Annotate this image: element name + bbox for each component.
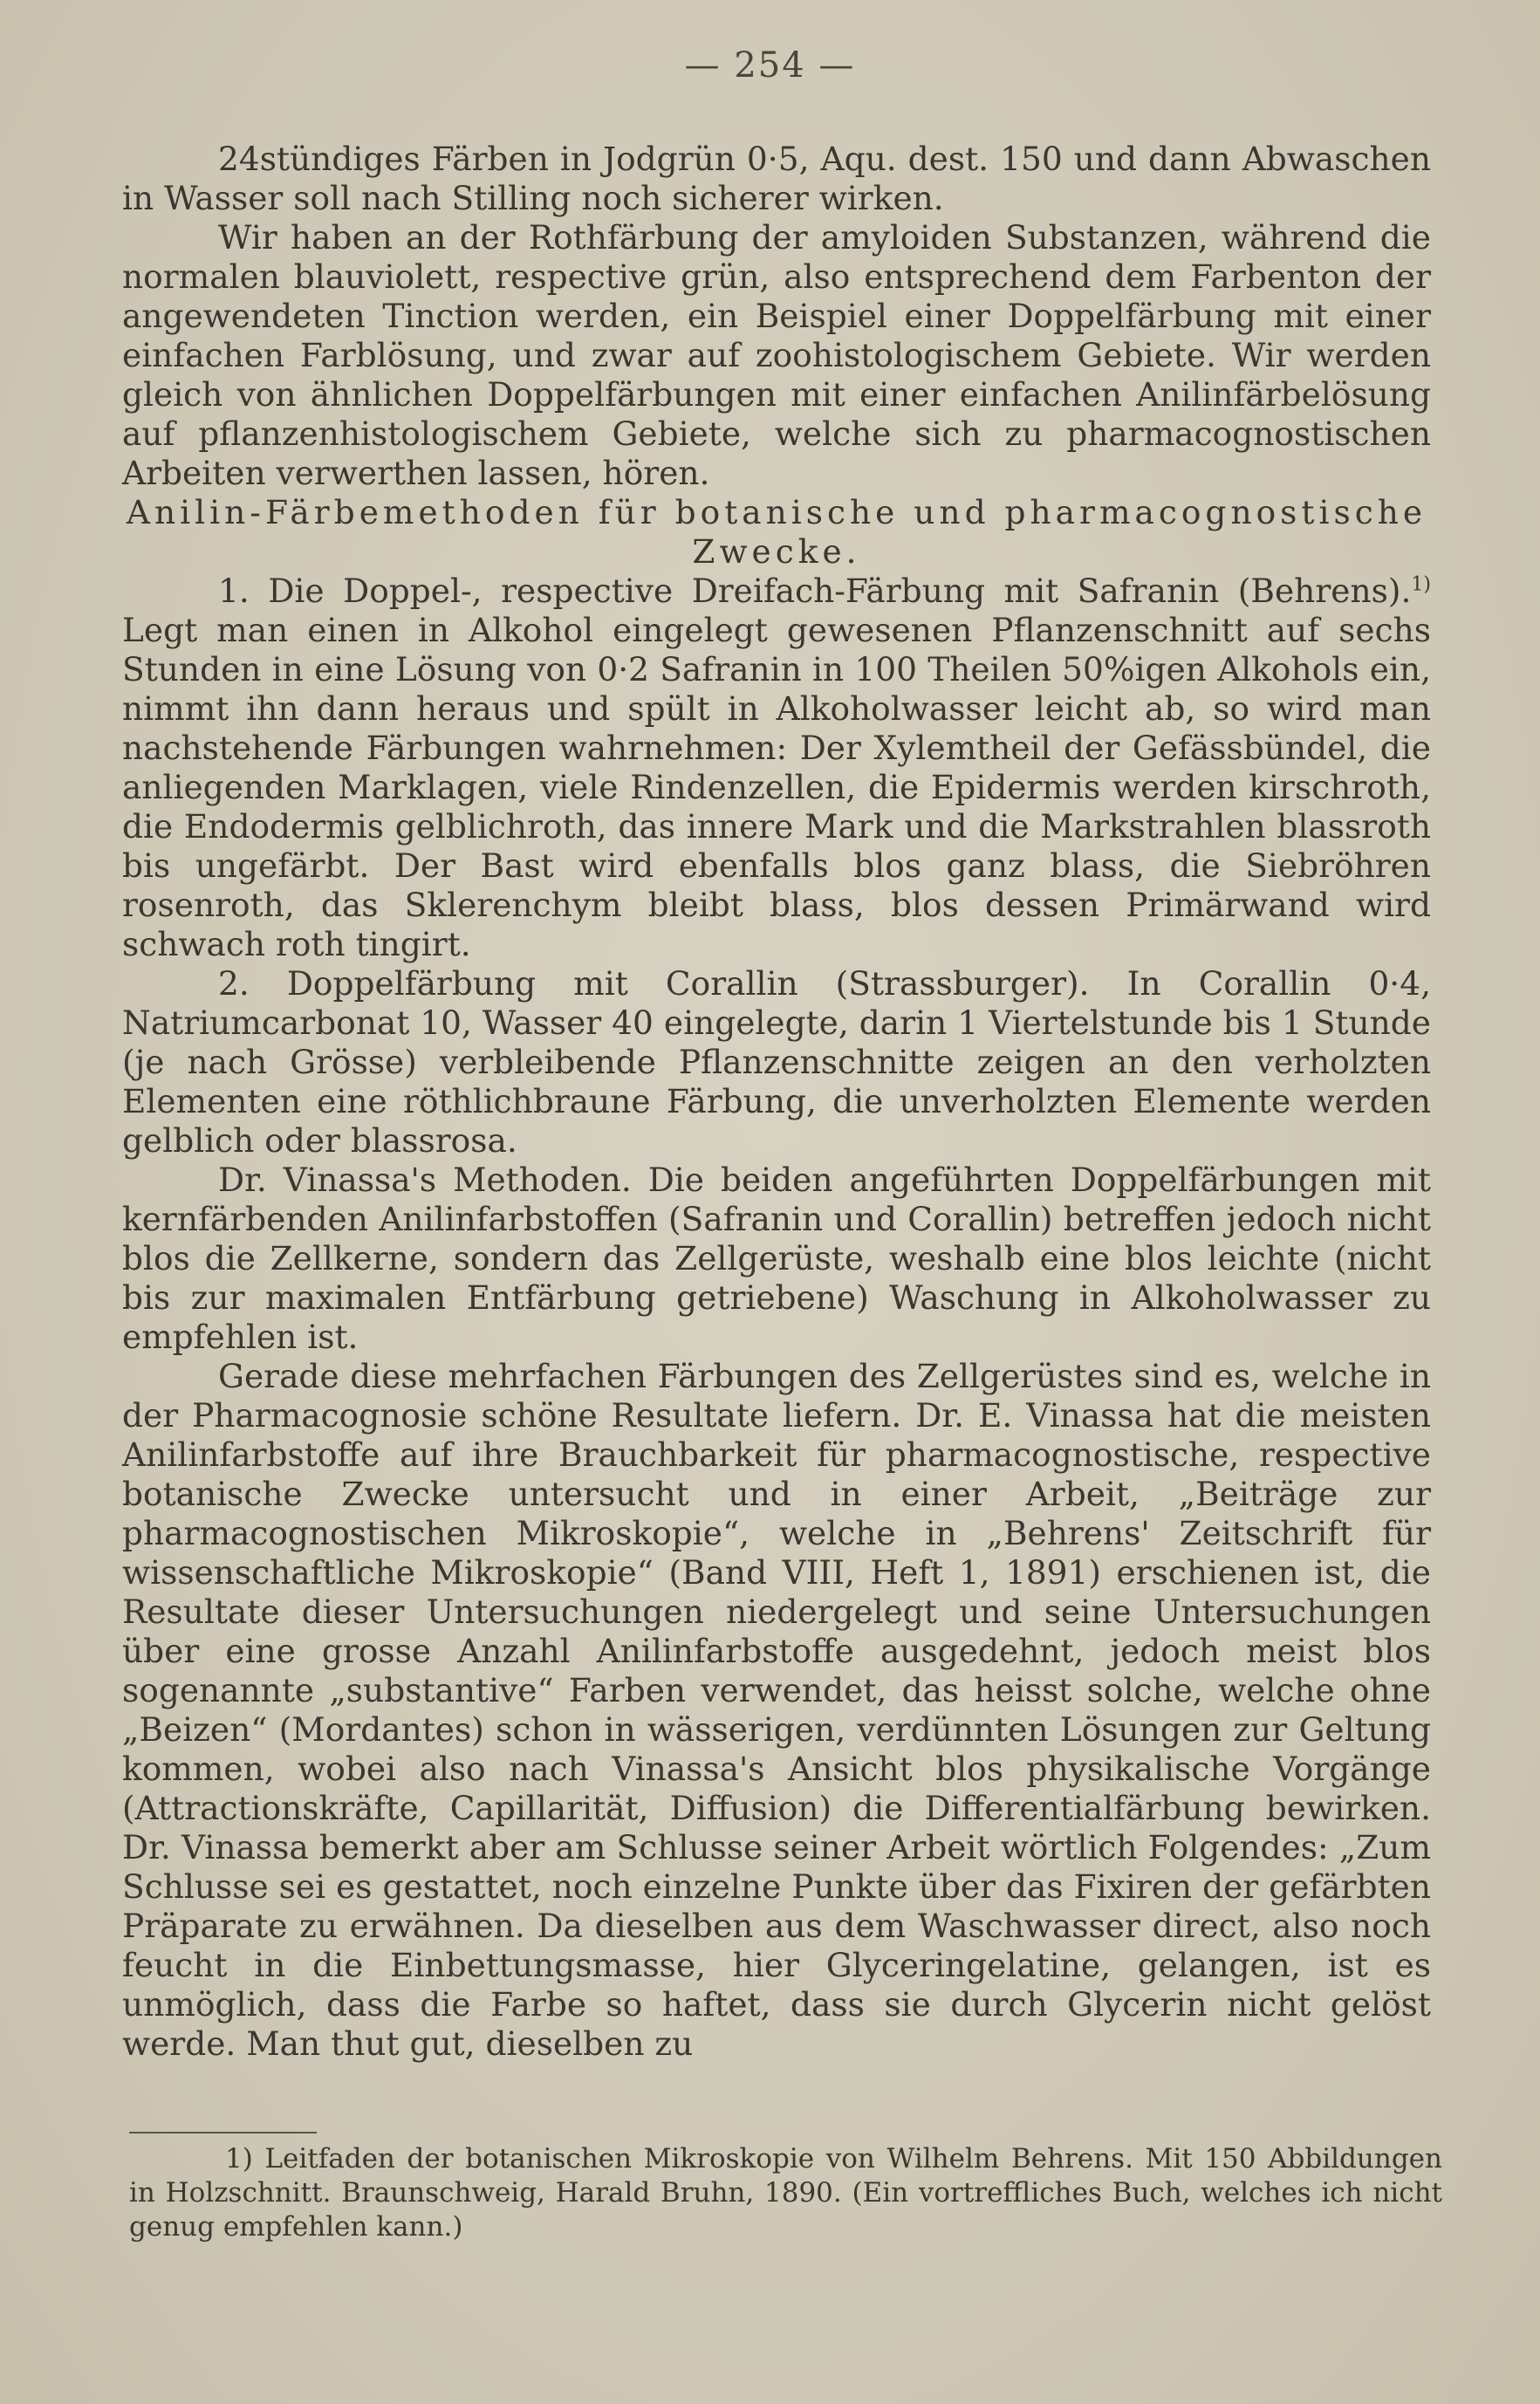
paragraph-jodgruen: 24stündiges Färben in Jodgrün 0·5, Aqu. dest. 150 und dann Abwaschen in Wasser soll nach Stilling noch sicherer wirken. [122,140,1431,217]
paragraph-corallin: 2. Doppelfärbung mit Corallin (Strassburger). In Corallin 0·4, Natriumcarbonat 10, Wasser 40 eingelegte, darin 1 Viertelstunde bis 1 Stunde (je nach Grösse) verbleibende Pflanzenschnitte zeigen an den verholzten Elementen eine röthlichbraune Färbung, die unverholzten Elemente werden gelblich oder blassrosa. [122,964,1431,1160]
paragraph-zellgeruest: Gerade diese mehrfachen Färbungen des Zellgerüstes sind es, welche in der Pharmacognosie schöne Resultate liefern. Dr. E. Vinassa hat die meisten Anilinfarbstoffe auf ihre Brauchbarkeit für pharmacognostische, respective botanische Zwecke untersucht und in einer Arbeit, „Beiträge zur pharmacognostischen Mikroskopie“, welche in „Behrens' Zeitschrift für wissenschaftliche Mikroskopie“ (Band VIII, Heft 1, 1891) erschienen ist, die Resultate dieser Untersuchungen niedergelegt und seine Untersuchungen über eine grosse Anzahl Anilinfarbstoffe ausgedehnt, jedoch meist blos sogenannte „substantive“ Farben verwendet, das heisst solche, welche ohne „Beizen“ (Mordantes) schon in wässerigen, verdünnten Lösungen zur Geltung kommen, wobei also nach Vinassa's Ansicht blos physikalische Vorgänge (Attractionskräfte, Capillarität, Diffusion) die Differentialfärbung bewirken. Dr. Vinassa bemerkt aber am Schlusse seiner Arbeit wörtlich Folgendes: „Zum Schlusse sei es gestattet, noch einzelne Punkte über das Fixiren der gefärbten Präparate zu erwähnen. Da dieselben aus dem Waschwasser direct, also noch feucht in die Einbettungsmasse, hier Glyceringelatine, gelangen, ist es unmöglich, dass die Farbe so haftet, dass sie durch Glycerin nicht gelöst werde. Man thut gut, dieselben zu [122,1357,1431,2063]
footnote [129,2142,1442,2244]
footnote-text: 1) Leitfaden der botanischen Mikroskopie von Wilhelm Behrens. Mit 150 Abbildungen in Holzschnitt. Braunschweig, Harald Bruhn, 1890. (Ein vortreffliches Buch, welches ich nicht genug empfehlen kann.) [129,2143,1442,2243]
page-body [122,140,1431,2064]
section-heading: Anilin-Färbemethoden für botanische und pharmacognostische Zwecke. [126,493,1427,571]
footnote-marker: 1) [1411,573,1431,596]
safranin-intro: 1. Die Doppel-, respective Dreifach-Färbung mit Safranin (Behrens). [218,572,1412,610]
paragraph-rothfaerbung: Wir haben an der Rothfärbung der amyloiden Substanzen, während die normalen blauviolett, respective grün, also entsprechend dem Farbenton der angewendeten Tinction werden, ein Beispiel einer Doppelfärbung mit einer einfachen Farblösung, und zwar auf zoohistologischem Gebiete. Wir werden gleich von ähnlichen Doppelfärbungen mit einer einfachen Anilinfärbelösung auf pflanzenhistologischem Gebiete, welche sich zu pharmacognostischen Arbeiten verwerthen lassen, hören. [122,218,1431,492]
paragraph-safranin [122,572,1431,964]
footnote-divider [129,2132,317,2133]
paragraph-vinassa-methoden: Dr. Vinassa's Methoden. Die beiden angeführten Doppelfärbungen mit kernfärbenden Anilinfarbstoffen (Safranin und Corallin) betreffen jedoch nicht blos die Zellkerne, sondern das Zellgerüste, weshalb eine blos leichte (nicht bis zur maximalen Entfärbung getriebene) Waschung in Alkoholwasser zu empfehlen ist. [122,1161,1431,1356]
page-number: — 254 — [684,45,856,86]
safranin-text: Legt man einen in Alkohol eingelegt gewesenen Pflanzenschnitt auf sechs Stunden in eine Lösung von 0·2 Safranin in 100 Theilen 50%igen Alkohols ein, nimmt ihn dann heraus und spült in Alkoholwasser leicht ab, so wird man nachstehende Färbungen wahrnehmen: Der Xylemtheil der Gefässbündel, die anliegenden Marklagen, viele Rindenzellen, die Epidermis werden kirschroth, die Endodermis gelblichroth, das innere Mark und die Markstrahlen blassroth bis ungefärbt. Der Bast wird ebenfalls blos ganz blass, die Siebröhren rosenroth, das Sklerenchym bleibt blass, blos dessen Primärwand wird schwach roth tingirt. [122,611,1431,963]
